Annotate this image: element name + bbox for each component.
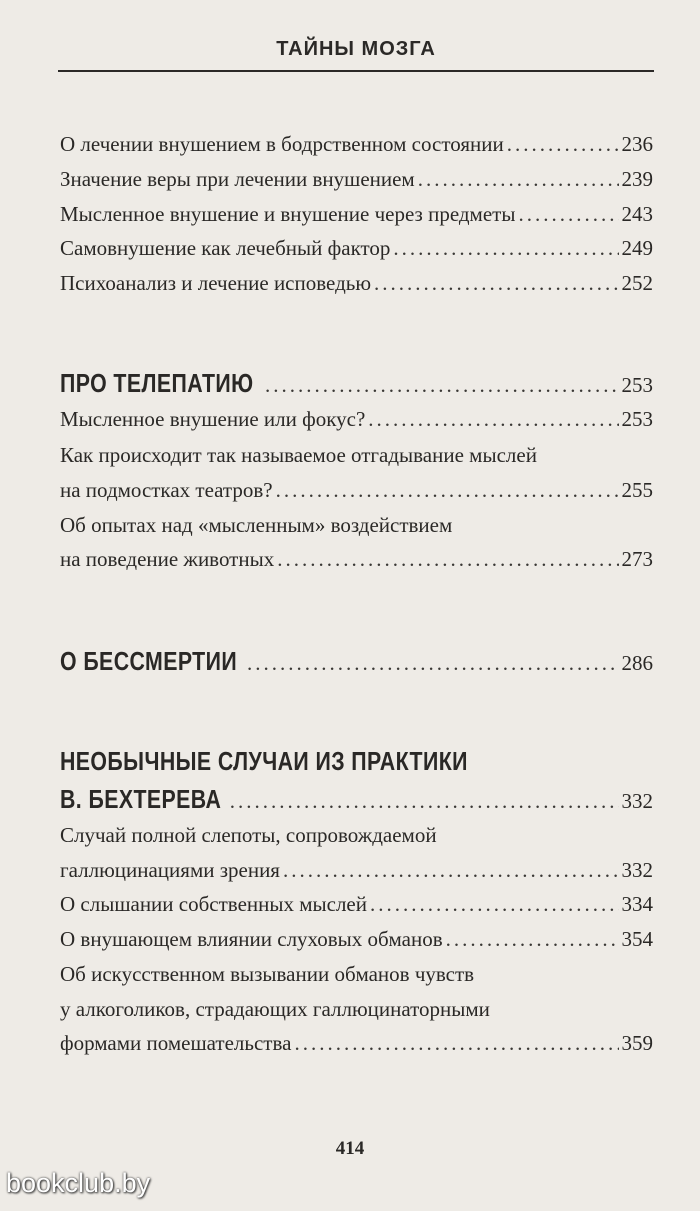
watermark-text: bookclub.by [6,1168,151,1198]
toc-section-heading [60,786,653,814]
dot-leader [370,891,619,917]
toc-entry-line: Об опытах над «мысленным» воздействием [60,513,453,537]
section-title: О БЕССМЕРТИИ [60,646,238,676]
toc-section-heading [60,648,653,676]
toc-entry [60,201,653,227]
toc-entry-title: О внушающем влиянии слуховых обманов [60,927,443,951]
dot-leader [265,372,619,398]
toc-entry [60,926,653,952]
toc-entry-page: 243 [621,202,653,226]
dot-leader [230,788,619,814]
section-page: 286 [621,651,653,675]
section-page: 332 [621,789,653,813]
toc-entry [60,477,653,503]
dot-leader [446,926,619,952]
section-title: В. БЕХТЕРЕВА [60,784,222,814]
dot-leader [507,131,619,157]
toc-entry-line: Случай полной слепоты, сопровождаемой [60,823,437,847]
toc-entry-page: 253 [621,407,653,431]
toc-entry [60,270,653,296]
toc-entry-title: на подмостках театров? [60,478,273,502]
page-number: 414 [335,1138,365,1159]
toc-entry-title: Психоанализ и лечение исповедью [60,271,372,295]
toc-entry-line: у алкоголиков, страдающих галлюцинаторными [60,997,490,1021]
dot-leader [368,406,618,432]
toc-entry [60,235,653,261]
toc-entry-page: 354 [621,927,653,951]
toc-entry-title: формами помешательства [60,1031,292,1055]
toc-entry-line: Как происходит так называемое отгадывание мыслей [60,443,537,467]
dot-leader [518,201,618,227]
dot-leader [294,1030,618,1056]
toc-entry-title: галлюцинациями зрения [60,858,280,882]
toc-entry [60,857,653,883]
dot-leader [276,477,619,503]
toc-entry-page: 236 [621,132,653,156]
dot-leader [277,546,618,572]
toc-entry-page: 332 [621,858,653,882]
toc-entry-page: 255 [621,478,653,502]
toc-entry-title: Самовнушение как лечебный фактор [60,236,391,260]
running-header: ТАЙНЫ МОЗГА [276,38,436,60]
toc-entry-title: О лечении внушением в бодрственном состоянии [60,132,504,156]
dot-leader [247,650,619,676]
dot-leader [418,166,619,192]
toc-entry [60,406,653,432]
toc-section-heading [60,370,653,398]
toc-entry-page: 273 [621,547,653,571]
toc-entry-title: на поведение животных [60,547,275,571]
toc-entry-page: 249 [621,236,653,260]
toc-entry-title: О слышании собственных мыслей [60,892,367,916]
toc-entry-page: 239 [621,167,653,191]
dot-leader [374,270,618,296]
toc-entry [60,891,653,917]
section-title: ПРО ТЕЛЕПАТИЮ [60,368,254,398]
toc-entry [60,546,653,572]
toc-entry-title: Мысленное внушение и внушение через предметы [60,202,516,226]
toc-entry-line: Об искусственном вызывании обманов чувств [60,962,475,986]
toc-entry-page: 359 [621,1031,653,1055]
toc-entry [60,1030,653,1056]
dot-leader [283,857,619,883]
toc-entry-page: 252 [621,271,653,295]
section-title-line: НЕОБЫЧНЫЕ СЛУЧАИ ИЗ ПРАКТИКИ [60,746,468,776]
toc-entry-title: Мысленное внушение или фокус? [60,407,366,431]
dot-leader [393,235,618,261]
toc-entry-page: 334 [621,892,653,916]
toc-entry [60,166,653,192]
section-page: 253 [621,373,653,397]
toc-entry [60,131,653,157]
header-rule [58,70,654,72]
toc-entry-title: Значение веры при лечении внушением [60,167,415,191]
